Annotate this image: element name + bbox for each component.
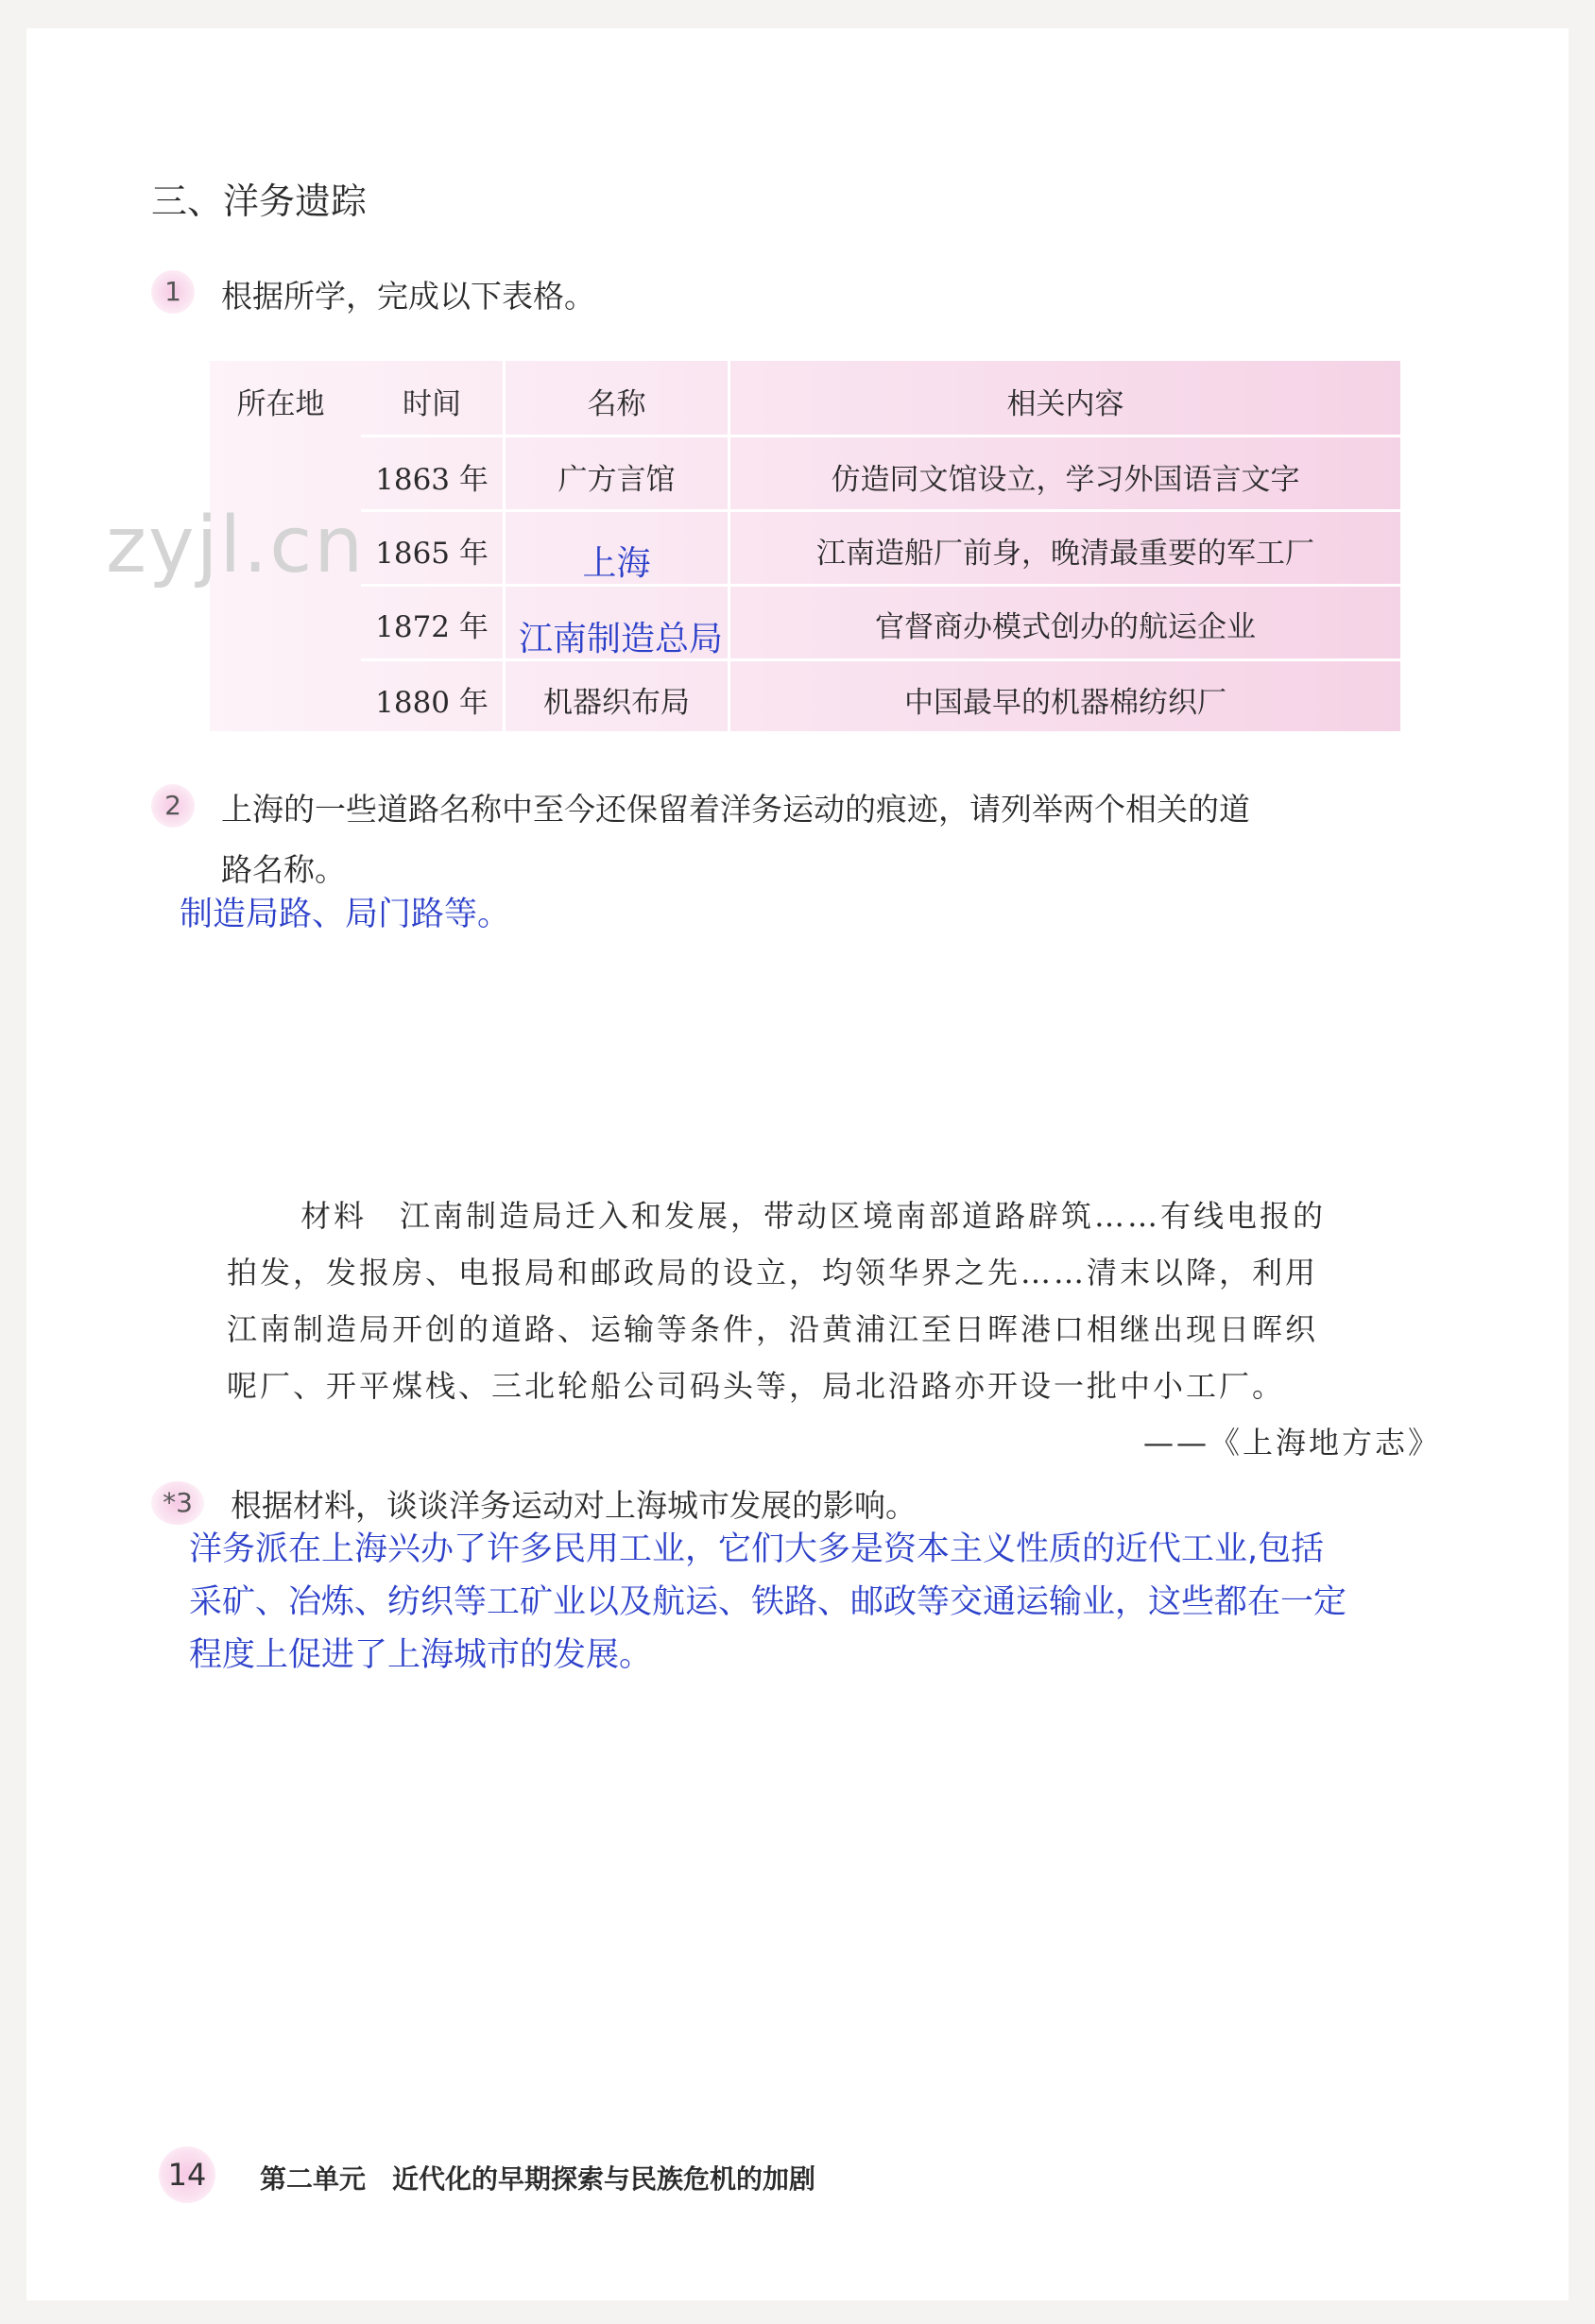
- material-line1: 材料 江南制造局迁入和发展，带动区境南部道路辟筑……有线电报的: [300, 1198, 1327, 1234]
- row-content: 中国最早的机器棉纺织厂: [904, 686, 1226, 720]
- row-time: 1865 年: [375, 537, 489, 571]
- material-line2: 拍发，发报房、电报局和邮政局的设立，均领华界之先……清末以降，利用: [227, 1255, 1319, 1290]
- header-content: 相关内容: [1006, 387, 1124, 421]
- row-content: 官督商办模式创办的航运企业: [875, 610, 1256, 644]
- header-location: 所在地: [236, 387, 325, 421]
- header-name: 名称: [587, 387, 646, 421]
- footer-unit-title: [260, 2159, 815, 2196]
- footer-unit: 第二单元: [260, 2163, 367, 2195]
- material-line3: 江南制造局开创的道路、运输等条件，沿黄浦江至日晖港口相继出现日晖织: [227, 1311, 1319, 1347]
- row-name: 机器织布局: [543, 686, 690, 720]
- watermark: zyjl.cn: [106, 501, 366, 590]
- question-2-line2: 路名称。: [221, 851, 346, 888]
- question-2-line1: 上海的一些道路名称中至今还保留着洋务运动的痕迹，请列举两个相关的道: [221, 791, 1250, 828]
- row-name-handwritten: 江南制造总局: [518, 620, 723, 658]
- question-3-answer-line1: 洋务派在上海兴办了许多民用工业，它们大多是资本主义性质的近代工业,包括: [189, 1530, 1325, 1568]
- section-title: 三、洋务遗踪: [151, 180, 368, 222]
- footer-title: 近代化的早期探索与民族危机的加剧: [392, 2163, 816, 2195]
- header-time: 时间: [403, 387, 461, 421]
- page-number: 14: [159, 2146, 215, 2203]
- row-time: 1872 年: [375, 610, 489, 644]
- row-content: 仿造同文馆设立，学习外国语言文字: [831, 463, 1300, 497]
- question-3-text: 根据材料，谈谈洋务运动对上海城市发展的影响。: [231, 1487, 917, 1524]
- row-time: 1880 年: [375, 686, 489, 720]
- question-number-3: *3: [151, 1481, 204, 1525]
- row-content: 江南造船厂前身，晚清最重要的军工厂: [816, 537, 1314, 571]
- row-name-handwritten: 上海: [582, 544, 651, 583]
- info-table: [210, 361, 1400, 731]
- question-number-2: 2: [151, 784, 195, 828]
- question-3-answer-line2: 采矿、冶炼、纺织等工矿业以及航运、铁路、邮政等交通运输业，这些都在一定: [189, 1583, 1347, 1621]
- row-name: 广方言馆: [557, 463, 676, 497]
- question-1-text: 根据所学，完成以下表格。: [221, 278, 595, 315]
- material-line4: 呢厂、开平煤栈、三北轮船公司码头等，局北沿路亦开设一批中小工厂。: [227, 1368, 1286, 1404]
- row-time: 1863 年: [375, 463, 489, 497]
- question-3-answer-line3: 程度上促进了上海城市的发展。: [189, 1636, 653, 1674]
- question-number-1: 1: [151, 270, 195, 314]
- material-source: ——《上海地方志》: [1143, 1425, 1442, 1461]
- question-2-answer: 制造局路、局门路等。: [180, 896, 511, 933]
